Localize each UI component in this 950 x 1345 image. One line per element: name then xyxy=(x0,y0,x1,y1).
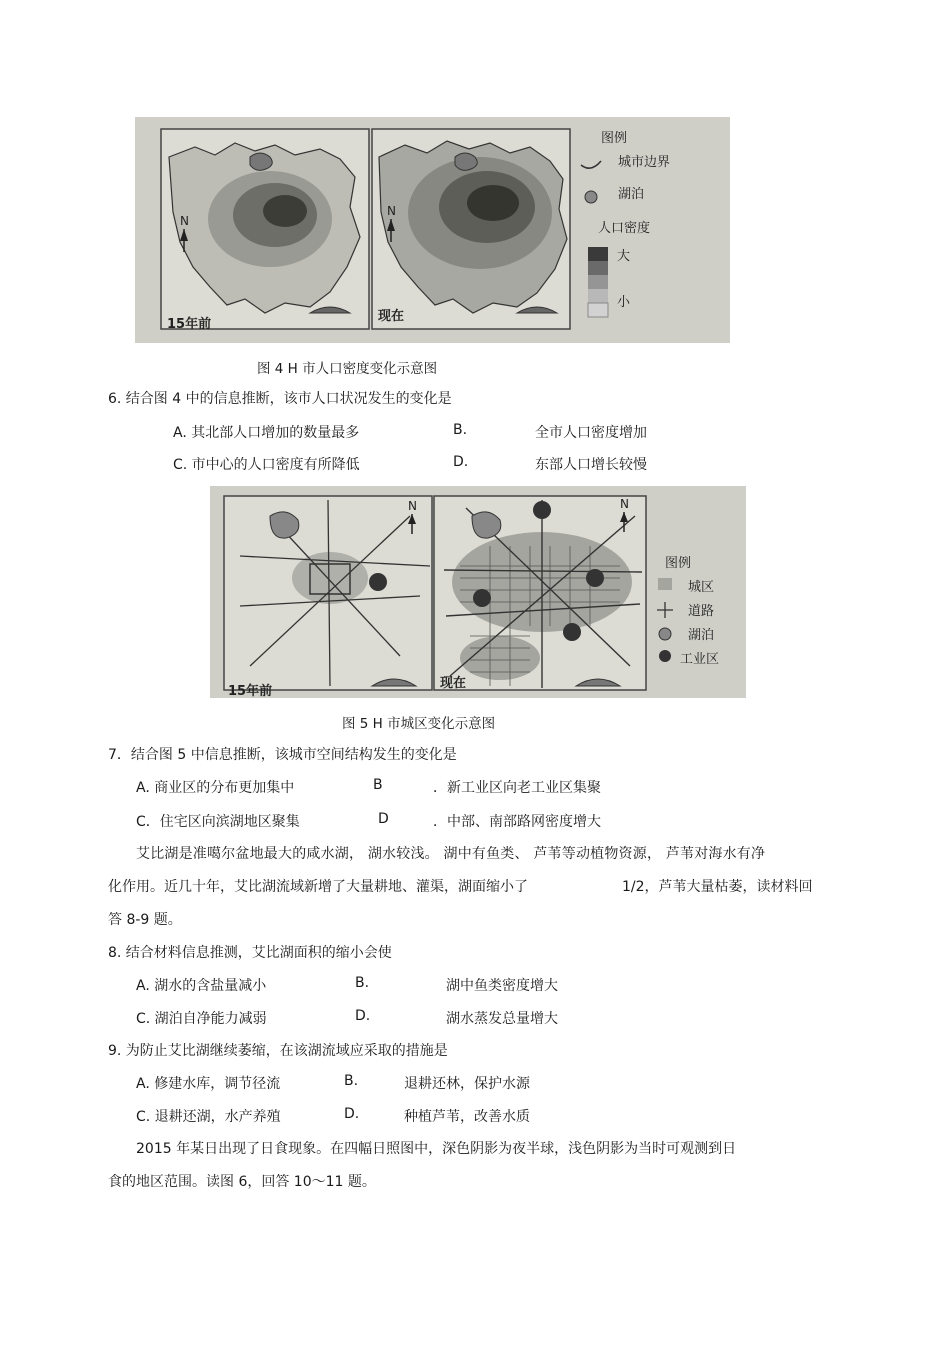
north-arrow-left: N xyxy=(180,214,189,228)
figure-4-legend-boundary: 城市边界 xyxy=(618,155,671,170)
industrial-zone-right-2 xyxy=(586,569,604,587)
svg-text:N: N xyxy=(408,499,417,513)
legend-density-5 xyxy=(588,303,608,317)
q8-option-c: C. 湖泊自净能力减弱 xyxy=(136,1011,267,1027)
legend-lake-symbol xyxy=(659,628,671,640)
figure-4-legend-high: 大 xyxy=(617,249,631,264)
q6-option-a: A. 其北部人口增加的数量最多 xyxy=(173,425,360,441)
legend-urban-symbol xyxy=(658,578,672,590)
passage-1-line-2a: 化作用。近几十年，艾比湖流域新增了大量耕地、灌渠，湖面缩小了 xyxy=(108,879,528,895)
industrial-zone-right-4 xyxy=(563,623,581,641)
legend-boundary-symbol xyxy=(581,161,601,168)
passage-2-line-1: 2015 年某日出现了日食现象。在四幅日照图中，深色阴影为夜半球，浅色阴影为当时可观测到日 xyxy=(136,1141,737,1157)
q7-option-b-letter: B xyxy=(373,777,383,793)
q8-stem: 8. 结合材料信息推测，艾比湖面积的缩小会使 xyxy=(108,945,392,961)
q6-stem: 6. 结合图 4 中的信息推断，该市人口状况发生的变化是 xyxy=(108,391,452,407)
legend-density-3 xyxy=(588,275,608,289)
passage-1-line-1: 艾比湖是准噶尔盆地最大的咸水湖， 湖水较浅。 湖中有鱼类、 芦苇等动植物资源， 芦苇对海水有净 xyxy=(136,846,766,862)
legend-density-2 xyxy=(588,261,608,275)
q7-option-c: C．住宅区向滨湖地区聚集 xyxy=(136,814,300,830)
q9-option-c: C. 退耕还湖，水产养殖 xyxy=(136,1109,281,1125)
legend-density-4 xyxy=(588,289,608,303)
legend-industrial-symbol xyxy=(659,650,671,662)
q9-option-d-letter: D. xyxy=(344,1106,360,1122)
figure-5-map xyxy=(210,486,746,698)
north-arrow-right: N xyxy=(387,204,396,218)
density-core-right xyxy=(467,185,519,221)
q6-option-d-letter: D. xyxy=(453,454,469,470)
q7-option-a: A. 商业区的分布更加集中 xyxy=(136,780,295,796)
figure-5-legend-road: 道路 xyxy=(688,604,715,619)
q6-option-c: C. 市中心的人口密度有所降低 xyxy=(173,457,360,473)
figure-5-legend-lake: 湖泊 xyxy=(688,628,715,643)
figure-5-legend-title: 图例 xyxy=(665,556,692,571)
legend-road-symbol xyxy=(657,602,673,618)
figure-5-legend-urban: 城区 xyxy=(688,580,715,595)
q8-option-b: 湖中鱼类密度增大 xyxy=(446,978,558,994)
industrial-zone-left xyxy=(369,573,387,591)
figure-4-legend-title: 图例 xyxy=(601,131,628,146)
q8-option-a: A. 湖水的含盐量减小 xyxy=(136,978,267,994)
lake-icon-right-n xyxy=(455,153,477,170)
q8-option-b-letter: B. xyxy=(355,975,370,991)
figure-4-right-label: 现在 xyxy=(378,309,405,324)
q9-stem: 9. 为防止艾比湖继续萎缩，在该湖流域应采取的措施是 xyxy=(108,1043,448,1059)
legend-lake-symbol xyxy=(585,191,597,203)
industrial-zone-right-3 xyxy=(473,589,491,607)
passage-1-line-2b: 1/2，芦苇大量枯萎，读材料回 xyxy=(622,879,813,895)
figure-4-left-label: 15年前 xyxy=(167,317,212,332)
passage-1-line-3: 答 8-9 题。 xyxy=(108,912,182,928)
svg-text:N: N xyxy=(620,497,629,511)
legend-density-1 xyxy=(588,247,608,261)
q6-option-b-letter: B. xyxy=(453,422,468,438)
q8-option-d-letter: D. xyxy=(355,1008,371,1024)
figure-4-image xyxy=(135,117,730,343)
figure-5-caption: 图 5 H 市城区变化示意图 xyxy=(342,716,496,732)
q9-option-b: 退耕还林，保护水源 xyxy=(404,1076,530,1092)
figure-5-legend-industrial: 工业区 xyxy=(680,652,720,667)
q7-option-d-letter: D xyxy=(378,811,389,827)
q9-option-b-letter: B. xyxy=(344,1073,359,1089)
figure-5-right-label: 现在 xyxy=(440,676,467,691)
figure-4-legend-lake: 湖泊 xyxy=(618,187,645,202)
q7-option-d: ．中部、南部路网密度增大 xyxy=(433,814,601,830)
figure-4-legend-density: 人口密度 xyxy=(598,221,651,236)
figure-4-legend-low: 小 xyxy=(617,295,631,310)
q6-option-d: 东部人口增长较慢 xyxy=(535,457,647,473)
q8-option-d: 湖水蒸发总量增大 xyxy=(446,1011,558,1027)
q7-stem: 7．结合图 5 中信息推断，该城市空间结构发生的变化是 xyxy=(108,747,457,763)
industrial-zone-right-1 xyxy=(533,501,551,519)
figure-5-image xyxy=(210,486,746,698)
figure-5-left-label: 15年前 xyxy=(228,684,273,698)
figure-4-caption: 图 4 H 市人口密度变化示意图 xyxy=(257,361,438,377)
density-core xyxy=(263,195,307,227)
q9-option-a: A. 修建水库，调节径流 xyxy=(136,1076,281,1092)
q6-option-b: 全市人口密度增加 xyxy=(535,425,647,441)
lake-icon-left-n xyxy=(250,153,272,170)
passage-2-line-2: 食的地区范围。读图 6，回答 10～11 题。 xyxy=(108,1174,376,1190)
q9-option-d: 种植芦苇，改善水质 xyxy=(404,1109,530,1125)
q7-option-b: ．新工业区向老工业区集聚 xyxy=(433,780,601,796)
